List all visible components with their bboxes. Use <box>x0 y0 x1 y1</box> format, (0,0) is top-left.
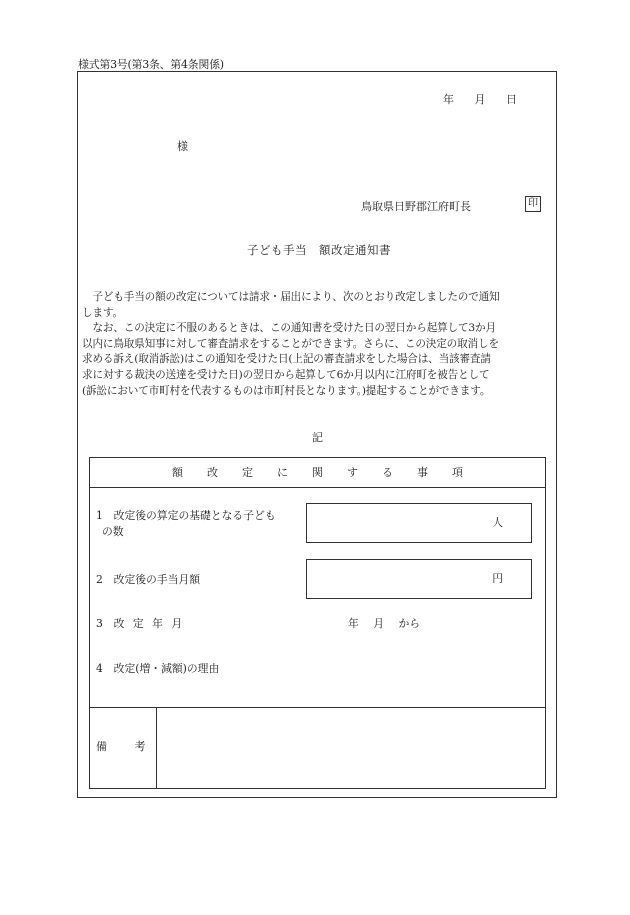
revision-period-field: 年 月 から <box>348 617 421 630</box>
remarks-label: 備 考 <box>96 740 146 753</box>
monthly-allowance-field[interactable] <box>306 559 532 599</box>
item-monthly-allowance-label: 2 改定後の手当月額 <box>96 573 201 586</box>
unit-persons: 人 <box>492 516 503 529</box>
addressee-honorific: 様 <box>177 140 188 153</box>
form-number-label: 様式第3号(第3条、第4条関係) <box>78 58 224 71</box>
date-line: 年 月 日 <box>443 93 517 106</box>
item-revision-month-label: 3 改 定 年 月 <box>96 617 183 630</box>
ki-heading: 記 <box>312 431 323 444</box>
seal-mark: 印 <box>525 196 541 212</box>
details-header <box>90 458 545 488</box>
notice-paragraph-1: 子ども手当の額の改定については請求・届出により、次のとおり改定しましたので通知 します。 <box>82 291 500 319</box>
details-table <box>89 457 546 789</box>
item-child-count-label-cont: の数 <box>102 525 124 538</box>
details-header-text: 額改定に関する事項 <box>172 466 487 479</box>
remarks-field[interactable] <box>157 708 545 788</box>
appeal-paragraph: なお、この決定に不服のあるときは、この通知書を受けた日の翌日から起算して3か月 以内に鳥取県知事に対して審査請求をすることができます。さらに、この決定の取消しを 求める訴え(取消訴訟)はこの通知を受けた日(上記の審査請求をした場合は、当該審査請 求に対する裁決の送達を受けた日)の翌日から起算して6か月以内に江府町を被告として (訴訟において市町村を代表するものは市町村長となります。)提起することができます。 <box>82 322 499 397</box>
child-count-field[interactable] <box>306 503 532 543</box>
sender-name: 鳥取県日野郡江府町長 <box>361 200 471 213</box>
item-revision-reason-label: 4 改定(増・減額)の理由 <box>96 662 220 675</box>
document-title: 子ども手当 額改定通知書 <box>247 243 391 257</box>
item-child-count-label: 1 改定後の算定の基礎となる子ども <box>96 509 276 522</box>
unit-yen: 円 <box>492 572 503 585</box>
